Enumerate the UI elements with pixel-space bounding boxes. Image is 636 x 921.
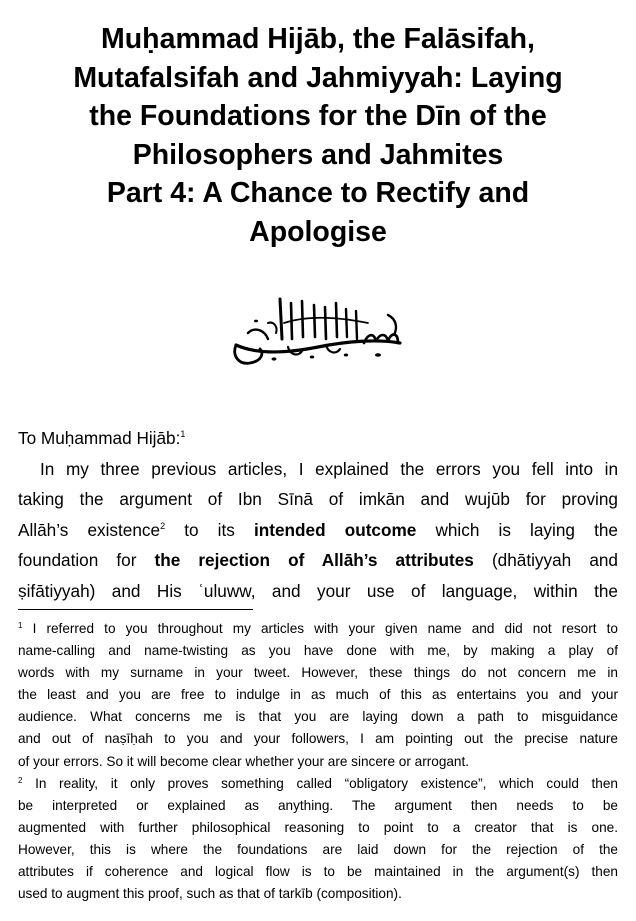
title-line: Muḥammad Hijāb, the Falāsifah, [101, 23, 535, 55]
bismillah-calligraphy-icon [228, 293, 406, 373]
paragraph-line: foundation for the rejection of Allāh’s attributes (dhātiyyah and [18, 550, 618, 570]
footnote-line: words with my surname in your tweet. However, these things do not concern me in [18, 665, 618, 681]
footnote-line: audience. What concerns me is that you are laying down a path to misguidance [18, 709, 618, 725]
footnote-line: used to augment this proof, such as that of tarkīb (composition). [18, 886, 402, 902]
emphasis: intended outcome [253, 519, 417, 540]
footnote-line: $^1$ I referred to you throughout my articles with your given name and did not resort to [18, 621, 618, 636]
footnote-line: of your errors. So it will become clear whether your are sincere or arrogant. [18, 753, 470, 769]
body-text [18, 423, 618, 606]
title-line: Part 4: A Chance to Rectify and [106, 177, 530, 210]
footnote-marker: 1 [18, 621, 23, 630]
paragraph-line: taking the argument of Ibn Sīnā of imkān and wujūb for proving [18, 489, 618, 509]
footnote-marker: 2 [18, 775, 23, 785]
footnote-line: and out of naṣīḥah to you and your followers, I am pointing out the precise nature [18, 731, 618, 747]
title-line: the Foundations for the Dīn of the [89, 100, 547, 133]
salutation: To Muḥammad Hijāb:$^1$ [18, 428, 186, 448]
footnote-line: However, this is where the foundations are laid down for the rejection of the [18, 841, 618, 857]
footnote-ref: 1 [180, 429, 186, 439]
paragraph-line: Allāh’s existence$^2$ to its intended outcome which is laying the [18, 519, 618, 540]
title-line: Apologise [249, 215, 387, 248]
footnote-line: be interpreted or explained as anything. The argument then needs to be [18, 797, 618, 813]
footnote-line: the least and you are free to indulge in as much of this as entertains you and your [18, 687, 618, 703]
paragraph-line: In my three previous articles, I explained the errors you fell into in [40, 458, 618, 479]
footnote-separator [18, 609, 253, 610]
emphasis: the rejection of Allāh’s attributes [154, 550, 474, 570]
footnote-ref: 2 [160, 520, 166, 531]
footnote-line: name-calling and name-twisting as you have done with me, by making a play of [18, 643, 618, 659]
article-title [30, 20, 606, 252]
title-line: Mutafalsifah and Jahmiyyah: Laying [73, 61, 563, 94]
footnote-line: augmented with further philosophical reasoning to point to a creator that is one. [18, 819, 618, 835]
footnotes [18, 618, 618, 905]
footnote-line: attributes if coherence and logical flow is to be maintained in the argument(s) then [18, 864, 618, 880]
footnote-line: $^2$ In reality, it only proves something called “obligatory existence”, which could then [18, 775, 618, 791]
paragraph-line: ṣifātiyyah) and His ʿuluww, and your use of language, within the [18, 580, 618, 601]
title-line: Philosophers and Jahmites [132, 138, 504, 171]
